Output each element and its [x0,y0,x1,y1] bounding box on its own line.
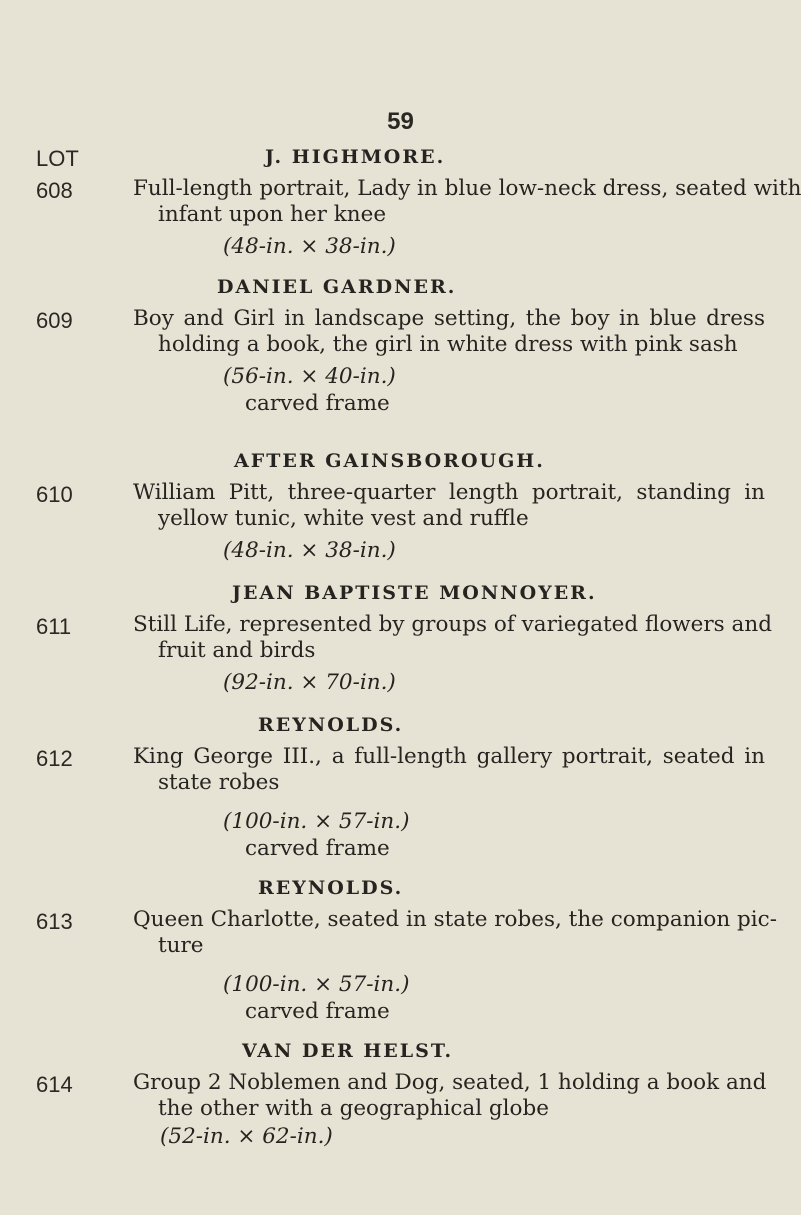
lot-frame-note: carved frame [245,391,390,416]
artist-name: JEAN BAPTISTE MONNOYER. [232,582,597,604]
lot-description-line2: ture [158,933,204,958]
artist-name: VAN DER HELST. [242,1040,454,1062]
lot-dimensions: (100-in. × 57-in.) [223,809,410,834]
artist-name: REYNOLDS. [258,714,404,736]
lot-dimensions: (100-in. × 57-in.) [223,972,410,997]
lot-number: 609 [36,308,73,333]
lot-frame-note: carved frame [245,836,390,861]
lot-dimensions: (56-in. × 40-in.) [223,364,396,389]
lot-description-line2: holding a book, the girl in white dress with pink sash [158,332,738,357]
lot-description-line1: Still Life, represented by groups of variegated flowers and [133,612,772,637]
artist-name: DANIEL GARDNER. [217,276,457,298]
lot-number: 610 [36,482,73,507]
lot-description-line1: Boy and Girl in landscape setting, the boy in blue dress [133,306,765,331]
lot-description-line1: William Pitt, three-quarter length portrait, standing in [133,480,765,505]
lot-number: 608 [36,178,73,203]
artist-name: J. HIGHMORE. [265,146,446,168]
lot-number: 611 [36,614,72,639]
lot-description-line2: the other with a geographical globe [158,1096,549,1121]
lot-description-line2: infant upon her knee [158,202,387,227]
lot-number: 613 [36,909,73,934]
lot-number: 614 [36,1072,73,1097]
lot-number: 612 [36,746,73,771]
lot-column-header: LOT [36,146,79,171]
lot-description-line1: Full-length portrait, Lady in blue low-neck dress, seated with [133,176,801,201]
lot-frame-note: carved frame [245,999,390,1024]
lot-description-line2: yellow tunic, white vest and ruffle [158,506,529,531]
lot-dimensions: (92-in. × 70-in.) [223,670,396,695]
lot-description-line2: fruit and birds [158,638,316,663]
lot-description-line2: state robes [158,770,280,795]
artist-name: AFTER GAINSBOROUGH. [234,450,545,472]
lot-dimensions: (48-in. × 38-in.) [223,538,396,563]
lot-description-line1: Group 2 Noblemen and Dog, seated, 1 holding a book and [133,1070,767,1095]
lot-description-line1: King George III., a full-length gallery portrait, seated in [133,744,765,769]
page-number: 59 [387,108,414,135]
lot-dimensions: (48-in. × 38-in.) [223,234,396,259]
lot-dimensions: (52-in. × 62-in.) [160,1124,333,1149]
artist-name: REYNOLDS. [258,877,404,899]
lot-description-line1: Queen Charlotte, seated in state robes, the companion pic- [133,907,777,932]
